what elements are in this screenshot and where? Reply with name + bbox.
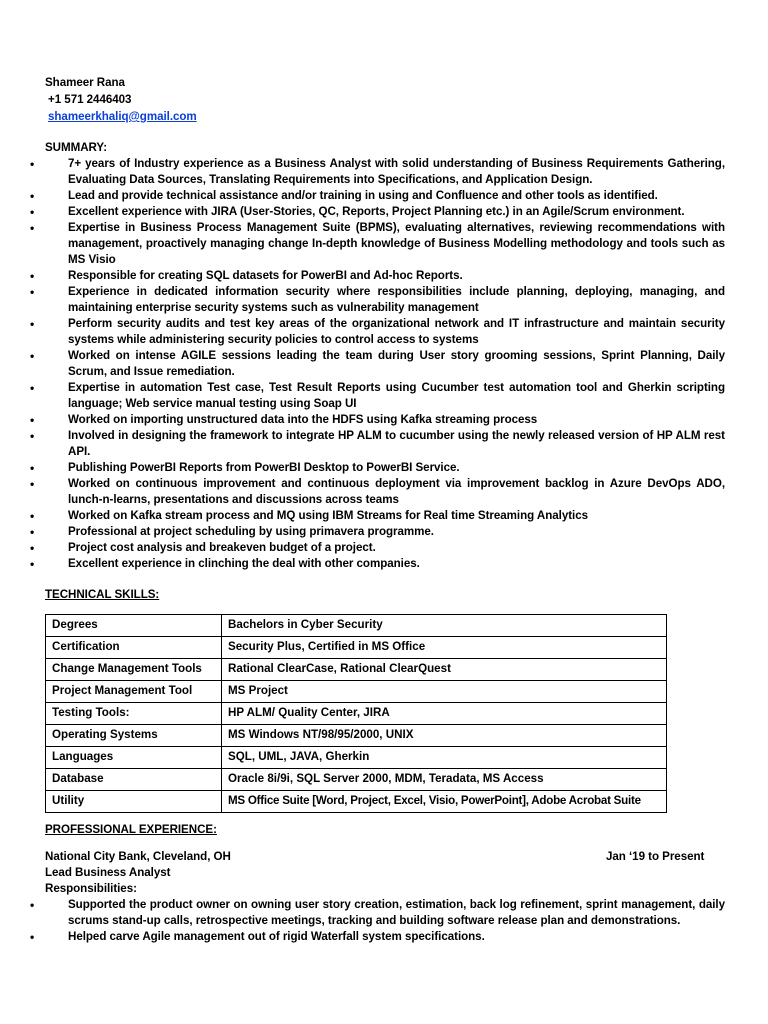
summary-item: • Perform security audits and test key areas of the organizational network and IT infrastructure and maintain security systems while administering security policies to control access to systems [30,316,725,348]
skill-label: Project Management Tool [46,681,222,703]
skill-label: Change Management Tools [46,659,222,681]
summary-item: • Publishing PowerBI Reports from PowerBI Desktop to PowerBI Service. [30,460,725,476]
skill-value: HP ALM/ Quality Center, JIRA [222,703,667,725]
summary-item: • Professional at project scheduling by using primavera programme. [30,524,725,540]
summary-item: • Worked on intense AGILE sessions leading the team during User story grooming sessions, Sprint Planning, Daily Scrum, and Issue remediation. [30,348,725,380]
company-name: National City Bank, Cleveland, OH [45,850,231,863]
summary-item: • 7+ years of Industry experience as a Business Analyst with solid understanding of Business Requirements Gathering, Evaluating Data Sources, Translating Requirements into Specifications, and Application Design. [30,156,725,188]
summary-item: • Expertise in automation Test case, Test Result Reports using Cucumber test automation tool and Gherkin scripting language; Web service manual testing using Soap UI [30,380,725,412]
employment-dates: Jan ‘19 to Present [606,850,705,863]
summary-item: • Project cost analysis and breakeven budget of a project. [30,540,725,556]
skill-value: Bachelors in Cyber Security [222,615,667,637]
table-row [46,769,667,791]
summary-item: • Expertise in Business Process Management Suite (BPMS), evaluating alternatives, reviewing recommendations with management, proactively managing change In-depth knowledge of Business Modelling methodology and tools such as MS Visio [30,220,725,268]
phone-number: +1 571 2446403 [48,93,132,106]
responsibilities-heading: Responsibilities: [45,882,137,895]
summary-item: • Excellent experience with JIRA (User-Stories, QC, Reports, Project Planning etc.) in an Agile/Scrum environment. [30,204,725,220]
table-row [46,747,667,769]
email-link[interactable]: shameerkhaliq@gmail.com [48,110,197,123]
skill-label: Testing Tools: [46,703,222,725]
summary-item: • Responsible for creating SQL datasets for PowerBI and Ad-hoc Reports. [30,268,725,284]
responsibility-item: • Helped carve Agile management out of rigid Waterfall system specifications. [30,929,725,945]
skill-value: Rational ClearCase, Rational ClearQuest [222,659,667,681]
candidate-name: Shameer Rana [45,76,125,89]
summary-item: • Involved in designing the framework to integrate HP ALM to cucumber using the newly released version of HP ALM rest API. [30,428,725,460]
skill-value: SQL, UML, JAVA, Gherkin [222,747,667,769]
skill-value: MS Office Suite [Word, Project, Excel, Visio, PowerPoint], Adobe Acrobat Suite [222,791,667,813]
skill-value: MS Windows NT/98/95/2000, UNIX [222,725,667,747]
table-row [46,637,667,659]
responsibility-item: • Supported the product owner on owning user story creation, estimation, back log refinement, sprint management, daily scrums stand-up calls, retrospective meetings, tracking and building software release plan and demonstrations. [30,897,725,929]
summary-item: • Worked on importing unstructured data into the HDFS using Kafka streaming process [30,412,725,428]
skill-label: Languages [46,747,222,769]
table-row [46,703,667,725]
skill-value: Oracle 8i/9i, SQL Server 2000, MDM, Teradata, MS Access [222,769,667,791]
table-row [46,681,667,703]
skills-heading: TECHNICAL SKILLS: [45,588,160,601]
summary-item: • Experience in dedicated information security where responsibilities include planning, deploying, managing, and maintaining enterprise security systems such as vulnerability management [30,284,725,316]
summary-heading: SUMMARY: [45,141,108,154]
responsibilities-list [30,897,725,945]
table-row [46,725,667,747]
table-row [46,791,667,813]
summary-item: • Excellent experience in clinching the deal with other companies. [30,556,725,572]
skill-label: Operating Systems [46,725,222,747]
summary-item: • Worked on Kafka stream process and MQ using IBM Streams for Real time Streaming Analytics [30,508,725,524]
experience-heading: PROFESSIONAL EXPERIENCE: [45,823,217,836]
skills-table [45,614,667,813]
summary-item: • Lead and provide technical assistance and/or training in using and Confluence and other tools as identified. [30,188,725,204]
summary-list [30,156,725,572]
skill-value: MS Project [222,681,667,703]
skill-label: Degrees [46,615,222,637]
table-row [46,615,667,637]
skill-value: Security Plus, Certified in MS Office [222,637,667,659]
skill-label: Utility [46,791,222,813]
summary-item: • Worked on continuous improvement and continuous deployment via improvement backlog in Azure DevOps ADO, lunch-n-learns, presentations and discussions across teams [30,476,725,508]
job-title: Lead Business Analyst [45,866,171,879]
skill-label: Certification [46,637,222,659]
table-row [46,659,667,681]
skill-label: Database [46,769,222,791]
